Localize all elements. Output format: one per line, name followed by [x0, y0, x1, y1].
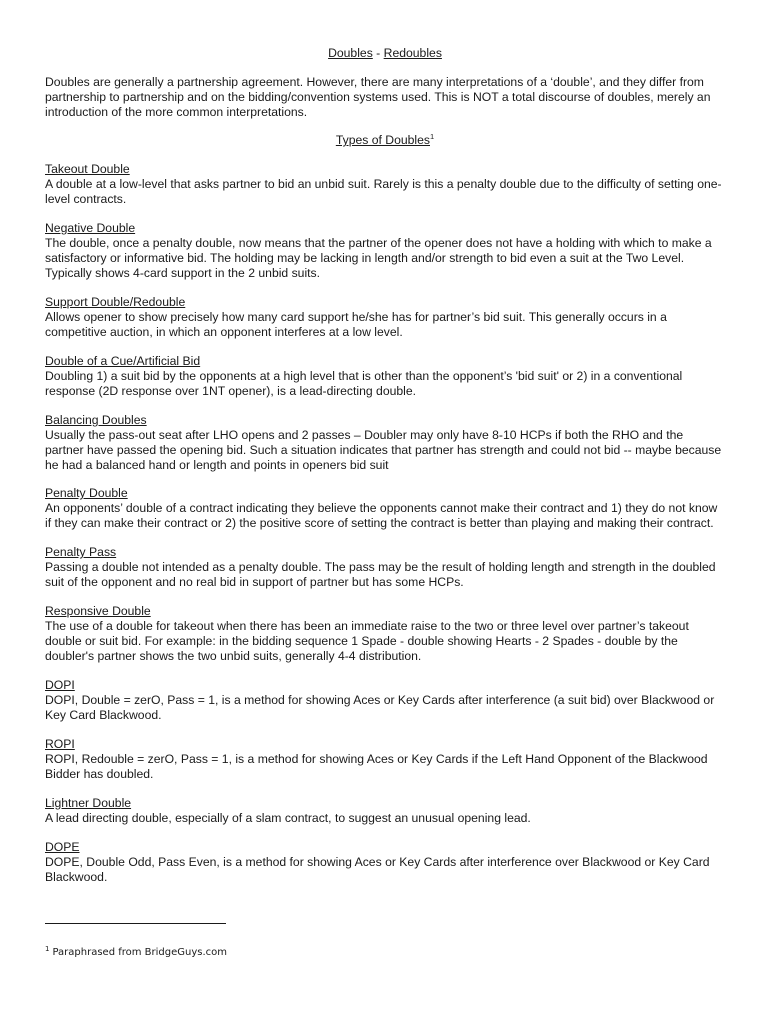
section-heading: ROPI [45, 737, 75, 752]
section-body: Usually the pass-out seat after LHO opens and 2 passes – Doubler may only have 8-10 HCPs if both the RHO and the partner have passed the opening bid. Such a situation indicates that partner has strength and could not bid -- maybe because he had a balanced hand or length and points in openers bid suit [45, 427, 722, 472]
footnote-divider [45, 923, 226, 924]
doubles-section [45, 840, 725, 885]
doubles-section [45, 486, 725, 531]
doubles-section [45, 737, 725, 782]
section-heading: Double of a Cue/Artificial Bid [45, 353, 201, 368]
title-doubles: Doubles [328, 46, 373, 60]
doubles-section [45, 796, 725, 826]
footnote-marker: 1 [45, 945, 50, 953]
section-body: A lead directing double, especially of a slam contract, to suggest an unusual opening lead. [45, 810, 531, 825]
section-heading: Balancing Doubles [45, 412, 147, 427]
section-heading: Responsive Double [45, 604, 151, 619]
section-body: Doubling 1) a suit bid by the opponents at a high level that is other than the opponent’s 'bid suit' or 2) in a conventional response (2D response over 1NT opener), is a lead-directing double. [45, 368, 683, 398]
doubles-list [45, 162, 725, 885]
doubles-section [45, 295, 725, 340]
footnote-reference: 1 [430, 132, 435, 141]
section-heading: Lightner Double [45, 795, 132, 810]
section-body: DOPI, Double = zerO, Pass = 1, is a method for showing Aces or Key Cards after interference (a suit bid) over Blackwood or Key Card Blackwood. [45, 693, 715, 723]
doubles-section [45, 354, 725, 399]
section-body: A double at a low-level that asks partner to bid an unbid suit. Rarely is this a penalty double due to the difficulty of setting one-level contracts. [45, 177, 722, 206]
footnote-text: Paraphrased from BridgeGuys.com [52, 947, 228, 958]
doubles-section [45, 221, 725, 281]
section-body: The use of a double for takeout when there has been an immediate raise to the two or three level over partner’s takeout double or suit bid. For example: in the bidding sequence 1 Spade - double showing Hearts - 2 Spades - double by the doubler's partner shows the two unbid suits, generally 4-4 distribution. [45, 619, 689, 664]
section-body: ROPI, Redouble = zerO, Pass = 1, is a method for showing Aces or Key Cards if the Left Hand Opponent of the Blackwood Bidder has doubled. [45, 752, 708, 782]
doubles-section [45, 162, 725, 207]
doubles-section [45, 545, 725, 590]
section-heading: Penalty Pass [45, 545, 117, 560]
title-redoubles: Redoubles [383, 46, 442, 60]
doubles-section [45, 678, 725, 723]
types-heading-text: Types of Doubles [335, 133, 430, 147]
section-heading: DOPI [45, 678, 75, 693]
page-title [45, 44, 725, 62]
title-separator: - [372, 46, 384, 60]
section-heading: DOPE [45, 839, 80, 854]
section-body: An opponents’ double of a contract indicating they believe the opponents cannot make their contract and 1) they do not know if they can make their contract or 2) the positive score of setting the contract is better than playing and making their contract. [45, 501, 718, 531]
section-body: Allows opener to show precisely how many card support he/she has for partner’s bid suit. This generally occurs in a competitive auction, in which an opponent interferes at a low level. [45, 309, 667, 339]
section-body: DOPE, Double Odd, Pass Even, is a method for showing Aces or Key Cards after interference over Blackwood or Key Card Blackwood. [45, 854, 710, 884]
section-heading: Takeout Double [45, 162, 130, 176]
section-body: Passing a double not intended as a penalty double. The pass may be the result of holding length and strength in the doubled suit of the opponent and no real bid in support of partner but has some HCPs. [45, 560, 716, 590]
doubles-section [45, 604, 725, 664]
types-of-doubles-heading [45, 133, 725, 148]
section-body: The double, once a penalty double, now means that the partner of the opener does not have a holding with which to make a satisfactory or informative bid. The holding may be lacking in length and/or strength to bid even a suit at the Two Level. Typically shows 4-card support in the 2 unbid suits. [45, 235, 712, 280]
doubles-section [45, 413, 725, 473]
section-heading: Negative Double [45, 220, 136, 235]
footnote [45, 946, 227, 960]
section-heading: Support Double/Redouble [45, 294, 186, 309]
section-heading: Penalty Double [45, 486, 128, 501]
document-page [45, 44, 725, 899]
intro-paragraph: Doubles are generally a partnership agreement. However, there are many interpretations of a ‘double’, and they differ from partnership to partnership and on the bidding/convention systems used. This is NOT a total discourse of doubles, merely an introduction of the more common interpretations. [45, 75, 711, 119]
